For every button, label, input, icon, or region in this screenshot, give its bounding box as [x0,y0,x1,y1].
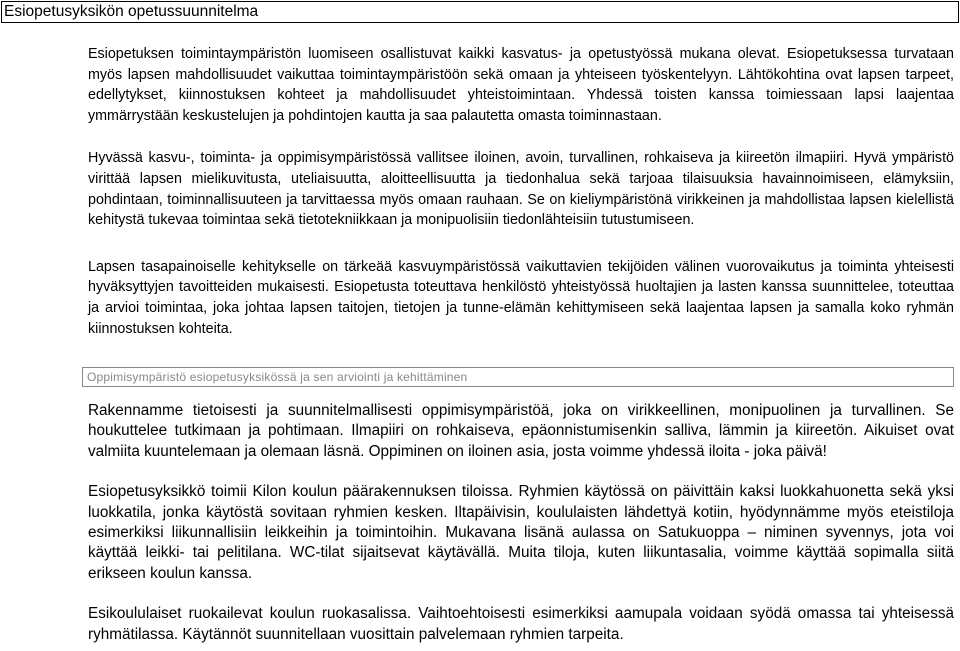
section-body [88,401,954,645]
intro-section [88,44,954,339]
paragraph-spacer [88,462,954,482]
intro-paragraph-3: Lapsen tasapainoiselle kehitykselle on tärkeää kasvuympäristössä vaikuttavien tekijöiden välinen vuorovaikutus ja toiminta yhteisesti hyväksyttyjen tavoitteiden mukaisesti. Esiopetusta toteuttava henkilöstö yhteistyössä huoltajien ja lasten kanssa suunnittelee, toteuttaa ja arvioi toimintaa, joka johtaa lapsen taitojen, tietojen ja tunne-elämän kehittymiseen sekä laajentaa lapsen ja samalla koko ryhmän kiinnostuksen kohteita. [88,258,954,337]
section-paragraph-3: Esikoululaiset ruokailevat koulun ruokasalissa. Vaihtoehtoisesti esimerkiksi aamupala voidaan syödä omassa tai yhteisessä ryhmätilassa. Käytännöt suunnitellaan vuosittain palvelemaan ryhmien tarpeita. [88,605,954,643]
section-paragraph-1: Rakennamme tietoisesti ja suunnitelmallisesti oppimisympäristöä, joka on virikkeellinen, monipuolinen ja turvallinen. Se houkuttelee tutkimaan ja pohtimaan. Ilmapiiri on rohkaiseva, epäonnistumisenkin salliva, lämmin ja kiireetön. Aikuiset ovat valmiita kuuntelemaan ja olemaan läsnä. Oppiminen on iloinen asia, josta voimme yhdessä iloita - joka päivä! [88,402,954,460]
intro-paragraph-1: Esiopetuksen toimintaympäristön luomiseen osallistuvat kaikki kasvatus- ja opetustyössä mukana olevat. Esiopetuksessa turvataan myös lapsen mahdollisuudet vaikuttaa toimintaympäristöön sekä omaan ja yhteiseen työskentelyyn. Lähtökohtina ovat lapsen tarpeet, edellytykset, kiinnostuksen kohteet ja mahdollisuudet yhteistoimintaan. Yhdessä toisten kanssa toimiessaan lapsi laajentaa ymmärrystään keskustelujen ja pohdintojen kautta ja saa palautetta omasta toiminnastaan. [88,46,954,124]
section-heading: Oppimisympäristö esiopetusyksikössä ja sen arviointi ja kehittäminen [82,367,954,387]
paragraph-spacer [88,126,954,148]
paragraph-spacer [88,231,954,257]
paragraph-spacer [88,584,954,604]
intro-paragraph-2: Hyvässä kasvu-, toiminta- ja oppimisympäristössä vallitsee iloinen, avoin, turvallinen, rohkaiseva ja kiireetön ilmapiiri. Hyvä ympäristö virittää lapsen mielikuvitusta, uteliaisuutta, aloitteellisuutta ja tiedonhalua sekä tarjoaa tilaisuuksia havainnoimiseen, elämyksiin, pohdintaan, toiminnallisuuteen ja tarvittaessa myös omaan rauhaan. Se on kieliympäristönä virikkeinen ja mahdollistaa lapsen kielellistä kehitystä tukevaa toimintaa sekä tietotekniikkaan ja monipuolisiin tiedonlähteisiin tutustumiseen. [88,150,954,229]
section-paragraph-2: Esiopetusyksikkö toimii Kilon koulun päärakennuksen tiloissa. Ryhmien käytössä on päivittäin kaksi luokkahuonetta sekä yksi luokkatila, jonka käytöstä sovitaan ryhmien kesken. Iltapäivisin, koululaisten lähdettyä kotiin, hyödynnämme myös eteistiloja esimerkiksi liikunnallisiin leikkeihin ja toimintoihin. Mukavana lisänä aulassa on Satukuoppa – niminen syvennys, jota voi käyttää leikki- tai pelitilana. WC-tilat sijaitsevat käytävällä. Muita tiloja, kuten liikuntasalia, voimme käyttää sopimalla siitä erikseen koulun kanssa. [88,483,954,582]
document-title: Esiopetusyksikön opetussuunnitelma [1,1,959,23]
